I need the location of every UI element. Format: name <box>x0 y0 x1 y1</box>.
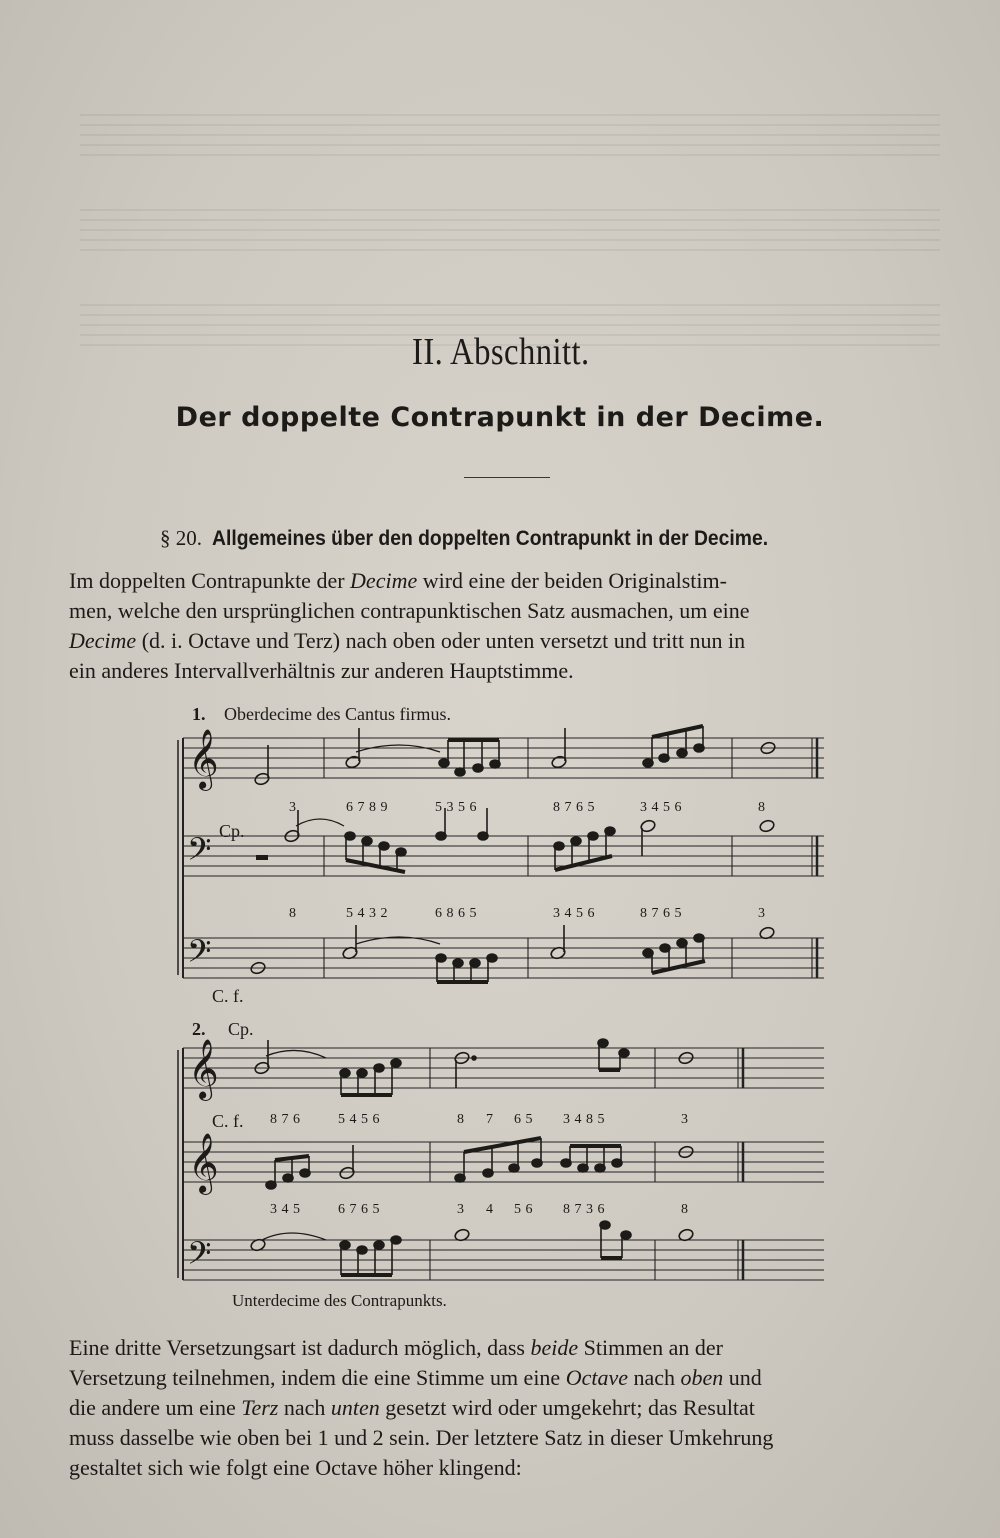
figure-8765: 8 7 6 5 <box>640 906 682 921</box>
figure-8: 8 <box>681 1202 689 1217</box>
figure-5456: 5 4 5 6 <box>338 1112 380 1127</box>
ex1-staff-contrapunkt <box>183 836 824 876</box>
example-1-cf-label: C. f. <box>212 986 244 1006</box>
chapter-subtitle: Der doppelte Contrapunkt in der Decime. <box>175 402 825 433</box>
paragraph-line: muss dasselbe wie oben bei 1 und 2 sein. Der letztere Satz in dieser Umkehrung <box>69 1425 774 1450</box>
figure-7: 7 <box>486 1112 494 1127</box>
treble-clef-icon: 𝄞 <box>188 1133 219 1193</box>
example-2-cp-label: Cp. <box>228 1019 254 1039</box>
section-title: Allgemeines über den doppelten Contrapunkt in der Decime. <box>212 527 769 550</box>
bass-clef-icon: 𝄢 <box>187 933 212 977</box>
figure-3: 3 <box>457 1202 465 1217</box>
treble-clef-icon: 𝄞 <box>188 1039 219 1099</box>
example-1-caption: Oberdecime des Cantus firmus. <box>224 704 451 724</box>
ex2-staff-cf <box>183 1142 824 1182</box>
figure-8736: 8 7 3 6 <box>563 1202 605 1217</box>
paragraph-third-method <box>69 1333 945 1483</box>
paragraph-line: gestaltet sich wie folgt eine Octave höher klingend: <box>69 1455 522 1480</box>
paragraph-line: Im doppelten Contrapunkte der Decime wird eine der beiden Originalstim- <box>69 568 727 593</box>
figure-6765: 6 7 6 5 <box>338 1202 380 1217</box>
example-2-cf-label: C. f. <box>212 1111 244 1131</box>
figure-6789: 6 7 8 9 <box>346 800 388 815</box>
figure-8765: 8 7 6 5 <box>553 800 595 815</box>
figure-3: 3 <box>758 906 766 921</box>
figure-876: 8 7 6 <box>270 1112 301 1127</box>
ex2-staff-lower <box>183 1240 824 1280</box>
ex1-staff-cantus <box>183 738 824 778</box>
figure-3485: 3 4 8 5 <box>563 1112 605 1127</box>
paragraph-line: Decime (d. i. Octave und Terz) nach oben oder unten versetzt und tritt nun in <box>69 628 746 653</box>
figure-3: 3 <box>681 1112 689 1127</box>
example-1-number: 1. <box>192 704 206 724</box>
figure-8: 8 <box>457 1112 465 1127</box>
figure-56: 5 6 <box>514 1202 533 1217</box>
example-2-number: 2. <box>192 1019 206 1039</box>
figure-8: 8 <box>289 906 297 921</box>
figure-6865: 6 8 6 5 <box>435 906 477 921</box>
chapter-title: II. Abschnitt. <box>412 331 590 373</box>
paragraph-line: die andere um eine Terz nach unten gesetzt wird oder umgekehrt; das Resultat <box>69 1395 755 1420</box>
section-number: § 20. <box>160 526 202 550</box>
ex1-staff-cf <box>183 938 824 978</box>
paragraph-line: Versetzung teilnehmen, indem die eine Stimme um eine Octave nach oben und <box>69 1365 762 1390</box>
figure-65: 6 5 <box>514 1112 533 1127</box>
treble-clef-icon: 𝄞 <box>188 729 219 789</box>
figure-345: 3 4 5 <box>270 1202 301 1217</box>
figure-3: 3 <box>289 800 297 815</box>
example-1-cp-label: Cp. <box>219 821 245 841</box>
paragraph-line: ein anderes Intervallverhältnis zur anderen Hauptstimme. <box>69 658 574 683</box>
bass-clef-icon: 𝄢 <box>187 831 212 875</box>
figure-3456: 3 4 5 6 <box>640 800 682 815</box>
ex2-staff-cp <box>183 1048 824 1088</box>
paragraph-line: Eine dritte Versetzungsart ist dadurch möglich, dass beide Stimmen an der <box>69 1335 723 1360</box>
figure-3456: 3 4 5 6 <box>553 906 595 921</box>
figure-8: 8 <box>758 800 766 815</box>
figure-5432: 5 4 3 2 <box>346 906 388 921</box>
bass-clef-icon: 𝄢 <box>187 1235 212 1279</box>
ex1-notes <box>250 726 777 982</box>
paragraph-line: men, welche den ursprünglichen contrapunktischen Satz ausmachen, um eine <box>69 598 750 623</box>
figure-5356: 5 3 5 6 <box>435 800 477 815</box>
example-2-caption: Unterdecime des Contrapunkts. <box>232 1291 447 1310</box>
figure-4: 4 <box>486 1202 494 1217</box>
